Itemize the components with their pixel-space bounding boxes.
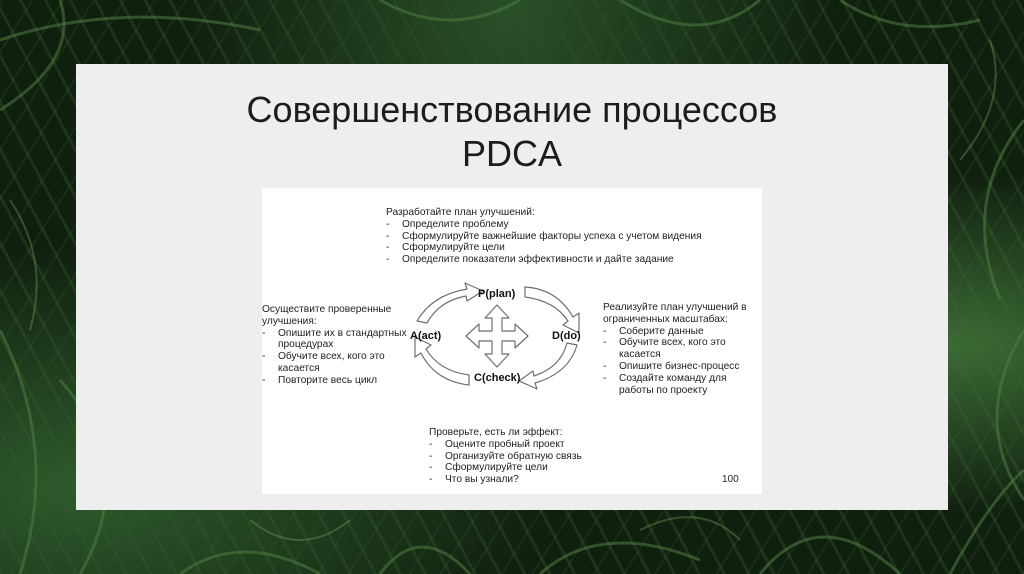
- cycle-label-do: D(do): [552, 330, 581, 342]
- slide-title-line-2: PDCA: [461, 133, 563, 174]
- slide-title-line-1: Совершенствование процессов: [246, 89, 778, 130]
- plan-item: - Сформулируйте цели: [386, 242, 746, 254]
- check-item: - Что вы узнали?: [429, 474, 629, 486]
- check-item: - Организуйте обратную связь: [429, 451, 629, 463]
- arrow-act-to-plan: [417, 283, 483, 323]
- plan-item: - Определите проблему: [386, 219, 746, 231]
- plan-heading: Разработайте план улучшений:: [386, 207, 535, 218]
- act-item: - Опишите их в стандартных процедурах: [262, 328, 410, 352]
- check-item: - Сформулируйте цели: [429, 462, 629, 474]
- plan-item: - Определите показатели эффективности и дайте задание: [386, 254, 746, 266]
- cycle-label-act: A(act): [410, 330, 442, 342]
- do-text-block: [603, 302, 763, 396]
- check-heading: Проверьте, есть ли эффект:: [429, 427, 563, 438]
- arrow-check-to-act: [415, 337, 469, 385]
- slide-title: [76, 88, 948, 176]
- arrow-plan-to-do: [525, 287, 579, 333]
- arrow-do-to-check: [519, 343, 577, 389]
- pdca-diagram: [262, 188, 762, 494]
- do-item: - Опишите бизнес-процесс: [603, 361, 763, 373]
- do-item: - Соберите данные: [603, 326, 763, 338]
- act-item: - Повторите весь цикл: [262, 375, 410, 387]
- center-cross-arrow: [466, 305, 528, 367]
- do-item: - Создайте команду для работы по проекту: [603, 373, 763, 397]
- plan-item: - Сформулируйте важнейшие факторы успеха с учетом видения: [386, 231, 746, 243]
- cycle-label-plan: P(plan): [478, 288, 516, 300]
- slide-card: [76, 64, 948, 510]
- act-heading: Осуществите проверенные улучшения:: [262, 304, 392, 327]
- do-item: - Обучите всех, кого это касается: [603, 337, 763, 361]
- act-item: - Обучите всех, кого это касается: [262, 351, 410, 375]
- plan-text-block: [386, 207, 746, 266]
- cycle-label-check: C(check): [474, 372, 521, 384]
- act-text-block: [262, 304, 410, 387]
- check-item: - Оцените пробный проект: [429, 439, 629, 451]
- check-text-block: [429, 427, 629, 486]
- do-heading: Реализуйте план улучшений в ограниченных масштабах:: [603, 302, 747, 325]
- page-number: 100: [722, 474, 739, 485]
